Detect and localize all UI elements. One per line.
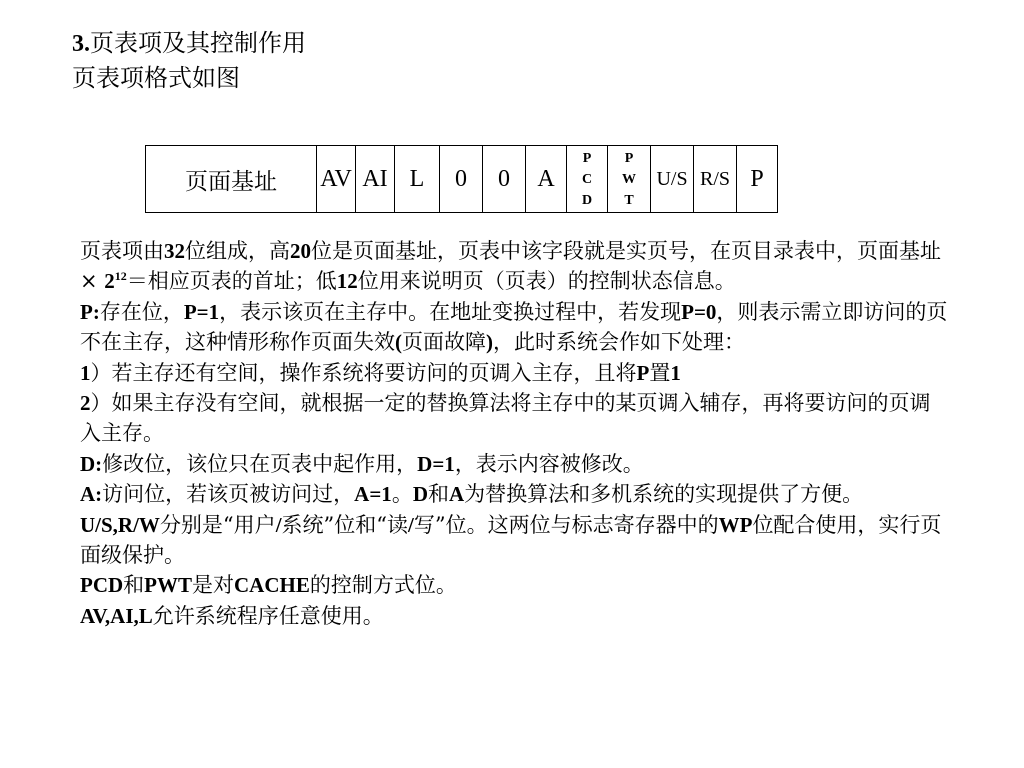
- heading-line-2: 页表项格式如图: [72, 64, 240, 92]
- field-us: U/S: [651, 146, 694, 213]
- pte-row: [146, 146, 778, 213]
- paragraph-cache-bits: [80, 570, 948, 600]
- paragraph-available-bits: [80, 601, 948, 631]
- paragraph-us-rw-bits: [80, 510, 948, 571]
- paragraph-present-bit: [80, 297, 948, 358]
- heading: [72, 26, 306, 95]
- text-run: 置: [649, 360, 671, 385]
- text-run: AV,AI,L: [80, 603, 153, 628]
- text-run: 分别是“用户: [159, 512, 276, 537]
- text-run: 2: [80, 391, 91, 416]
- text-run: PWT: [144, 573, 193, 598]
- text-run: A: [448, 482, 465, 507]
- field-av: AV: [317, 146, 356, 213]
- field-ai: AI: [356, 146, 395, 213]
- text-run: 2: [104, 269, 115, 294]
- text-run: 允许系统程序任意使用。: [152, 603, 384, 628]
- field-l: L: [395, 146, 440, 213]
- text-run: 1: [80, 360, 91, 385]
- text-run: ，此时系统会作如下处理：: [493, 330, 745, 355]
- field-pcd-char-1: P: [582, 150, 592, 166]
- text-run: P=1: [183, 299, 220, 324]
- text-run: 是对: [192, 573, 235, 598]
- text-run: P: [636, 360, 650, 385]
- text-run: 。: [391, 482, 413, 507]
- field-rs: R/S: [694, 146, 737, 213]
- text-run: 32: [164, 239, 185, 263]
- text-run: 和: [427, 482, 449, 507]
- text-run: P=0: [681, 299, 717, 324]
- text-run: ，则表示需立即访问的页不在主存，这种情形称作页面失效: [80, 299, 948, 355]
- field-zero-1: 0: [440, 146, 483, 213]
- page-table-entry-format: [145, 145, 778, 213]
- text-run: 位配合使用，实行页面级保护。: [80, 512, 942, 568]
- text-run: U/S,R/W: [80, 512, 160, 537]
- text-run: 为替换算法和多机系统的实现提供了方便。: [464, 482, 864, 507]
- text-run: WP: [718, 512, 753, 537]
- text-run: P:: [80, 299, 100, 324]
- section-number: 3.: [72, 31, 90, 57]
- text-run: 修改位，该位只在页表中起作用，: [102, 451, 418, 476]
- text-run: PCD: [80, 573, 124, 598]
- text-run: (: [395, 330, 402, 355]
- text-run: 1: [670, 360, 681, 385]
- text-run: 系统”位和“读: [281, 512, 409, 537]
- paragraph-step-1: [80, 358, 948, 388]
- field-page-base: 页面基址: [146, 146, 317, 213]
- text-run: 页表项由: [80, 239, 164, 263]
- text-run: D=1: [417, 451, 455, 476]
- text-run: CACHE: [234, 573, 310, 598]
- field-pwt-char-3: T: [624, 192, 634, 208]
- text-run: 写”位。这两位与标志寄存器中的: [413, 512, 719, 537]
- description-text: [80, 236, 948, 631]
- text-run: 存在位，: [99, 299, 184, 324]
- field-p: P: [737, 146, 778, 213]
- section-title: 页表项及其控制作用: [90, 29, 306, 57]
- text-run: ，表示内容被修改。: [454, 451, 644, 476]
- text-run: /: [275, 512, 282, 537]
- text-run: ＝相应页表的首址；低: [126, 269, 337, 294]
- text-run: 页面故障: [402, 330, 486, 355]
- field-a: A: [526, 146, 567, 213]
- paragraph-composition: [80, 236, 948, 297]
- text-run: 位是页面基址，页表中该字段就是实页号，在页目录表中，页面基址×: [80, 239, 941, 294]
- text-run: D:: [80, 451, 103, 476]
- text-run: A=1: [354, 482, 392, 507]
- text-run: 12: [336, 269, 358, 294]
- superscript: 12: [114, 269, 127, 284]
- paragraph-step-2: [80, 388, 948, 449]
- text-run: 20: [290, 239, 311, 263]
- text-run: 位用来说明页（页表）的控制状态信息。: [357, 269, 736, 294]
- field-pwt-char-1: P: [624, 150, 634, 166]
- text-run: 的控制方式位。: [309, 573, 457, 598]
- paragraph-dirty-bit: [80, 449, 948, 479]
- field-pcd: [567, 146, 608, 213]
- text-run: ）如果主存没有空间，就根据一定的替换算法将主存中的某页调入辅存，再将要访问的页调入主存。: [80, 391, 931, 446]
- field-zero-2: 0: [483, 146, 526, 213]
- heading-line-1: [72, 26, 306, 61]
- text-run: 位组成，高: [185, 239, 290, 263]
- text-run: ，表示该页在主存中。在地址变换过程中，若发现: [219, 299, 682, 324]
- field-pcd-char-2: C: [581, 171, 593, 187]
- text-run: A:: [80, 482, 103, 507]
- field-pcd-char-3: D: [581, 192, 593, 208]
- field-pwt-char-2: W: [622, 171, 636, 187]
- field-pwt: [608, 146, 651, 213]
- paragraph-accessed-bit: [80, 479, 948, 509]
- text-run: 和: [123, 573, 145, 598]
- text-run: ): [486, 330, 493, 355]
- text-run: D: [412, 482, 428, 507]
- text-run: 访问位，若该页被访问过，: [102, 482, 355, 507]
- text-run: /: [408, 512, 414, 537]
- text-run: ）若主存还有空间，操作系统将要访问的页调入主存，且将: [90, 360, 637, 385]
